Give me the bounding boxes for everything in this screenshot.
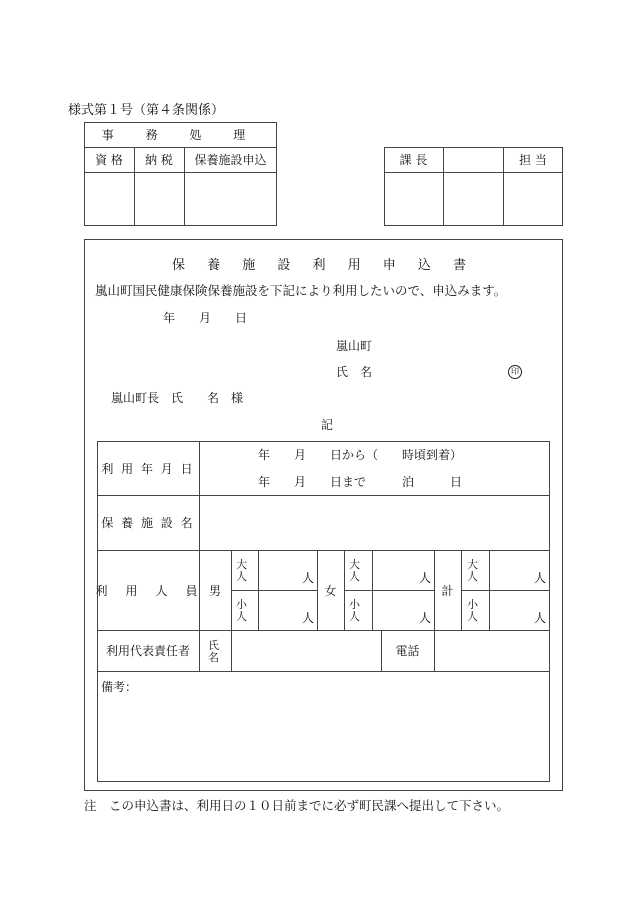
remarks-label: 備考： [101,680,138,694]
male-child-label: 小 人 [236,598,247,623]
intro-text: 嵐山町国民健康保険保養施設を下記により利用したいので、申込みます。 [95,283,507,298]
female-adult-label: 大 人 [349,558,360,583]
form-number: 様式第１号（第４条関係） [68,103,225,118]
applicant-name-label: 氏 名 [336,365,373,379]
ki-label: 記 [321,418,334,432]
total-adult-unit: 人 [534,571,547,585]
form-title: 保 養 施 設 利 用 申 込 書 [171,257,476,273]
total-child-unit: 人 [534,611,547,625]
female-child-unit: 人 [419,611,432,625]
addressee: 嵐山町長 氏 名 様 [111,391,244,405]
male-label: 男 [208,583,221,598]
section-chief-column: 課 長 [399,153,428,167]
male-adult-label: 大 人 [236,558,247,583]
blank-column [443,147,503,172]
seal-mark-icon: 印 [508,365,522,379]
representative-name-label: 氏名 [208,639,219,664]
representative-label: 利用代表責任者 [105,644,190,658]
footer-note: 注 この申込書は、利用日の１０日前までに必ず町民課へ提出して下さい。 [84,798,510,813]
facility-name-label: 保 養 施 設 名 [101,516,195,530]
usage-date-label: 利 用 年 月 日 [101,461,195,476]
person-in-charge-column: 担 当 [519,153,547,167]
male-adult-unit: 人 [302,571,315,585]
female-adult-unit: 人 [419,571,432,585]
female-label: 女 [324,583,337,598]
facility-application-column: 保養施設申込 [194,153,267,167]
total-child-label: 小 人 [467,598,478,623]
phone-label: 電話 [395,644,420,658]
applicant-town: 嵐山町 [336,339,373,353]
number-of-users-label: 利 用 人 員 [95,583,201,598]
qualification-column: 資 格 [95,153,123,167]
office-processing-header: 事 務 処 理 [101,128,260,142]
tax-payment-column: 納 税 [145,153,173,167]
usage-date-from: 年 月 日から（ 時頃到着） [258,448,463,462]
total-adult-label: 大 人 [467,558,478,583]
total-label: 計 [441,583,454,598]
female-child-label: 小 人 [349,598,360,623]
male-child-unit: 人 [302,611,315,625]
application-date: 年 月 日 [163,311,248,325]
usage-date-to: 年 月 日まで 泊 日 [258,475,463,489]
